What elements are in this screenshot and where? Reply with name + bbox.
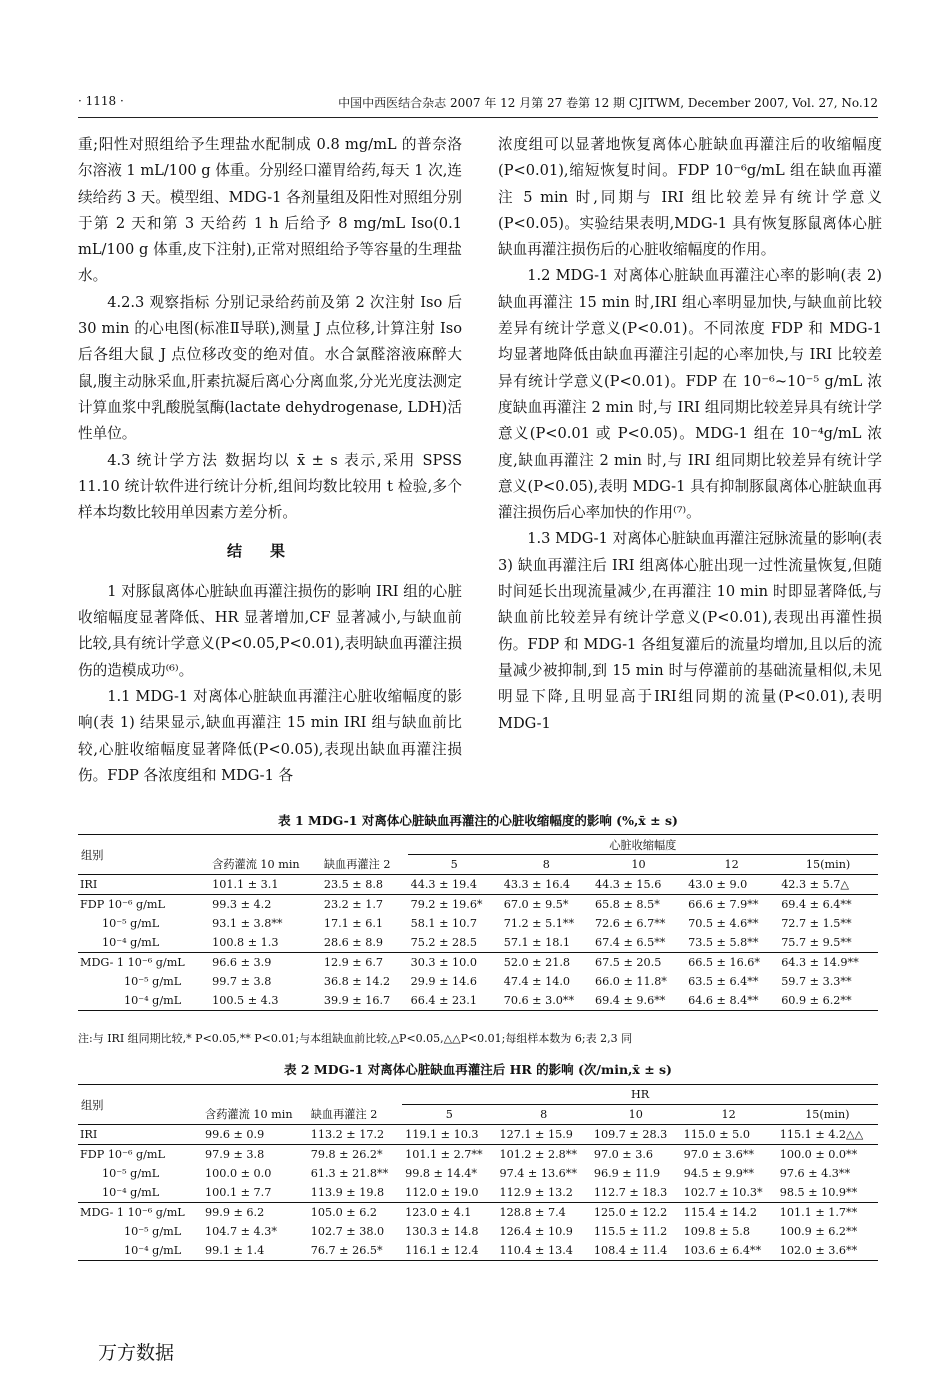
table-cell: 36.8 ± 14.2: [323, 975, 391, 988]
table2: [78, 1084, 878, 1261]
table-cell: 29.9 ± 14.6: [410, 975, 477, 988]
table-cell: 97.0 ± 3.6**: [683, 1148, 755, 1161]
table-cell: 23.2 ± 1.7: [323, 898, 384, 911]
table-cell: 79.2 ± 19.6*: [410, 898, 483, 911]
paragraph: 1.2 MDG-1 对离体心脏缺血再灌注心率的影响(表 2) 缺血再灌注 15 min 时,IRI 组心率明显加快,与缺血前比较差异有统计学意义(P<0.01)。不同浓度 FDP 和 MDG-1 均显著地降低由缺血再灌注引起的心率加快,与 IRI 比较差异有统计学意义(P<0.01)。FDP 在 10⁻⁶~10⁻⁵ g/mL 浓度缺血再灌注 2 min 时,与 IRI 组同期比较差异具有统计学意义(P<0.01 或 P<0.05)。MDG-1 组在 10⁻⁴g/mL 浓度,缺血再灌注 2 min 时,与 IRI 组同期比较差异有统计学意义(P<0.05),表明 MDG-1 具有抑制豚鼠离体心脏缺血再灌注损伤后心率加快的作用⁽⁷⁾。: [498, 267, 882, 522]
table-cell: 97.9 ± 3.8: [205, 1148, 265, 1161]
section-heading: 结果: [226, 542, 313, 561]
column-header: 8: [501, 855, 592, 875]
table-cell: 103.6 ± 6.4**: [681, 1241, 777, 1261]
column-header: 10: [592, 855, 685, 875]
table-cell: 100.8 ± 1.3: [209, 933, 321, 953]
table-cell: 61.3 ± 21.8**: [310, 1167, 389, 1180]
table-cell: 79.8 ± 26.2*: [310, 1148, 383, 1161]
column-header: 12: [681, 1105, 777, 1125]
table-cell: 115.4 ± 14.2: [683, 1206, 758, 1219]
table-cell: 65.8 ± 8.5*: [595, 898, 660, 911]
column-header: 12: [685, 855, 778, 875]
group-header: 组别: [78, 835, 209, 875]
span-header: 心脏收缩幅度: [408, 835, 878, 855]
table-cell: 97.6 ± 4.3**: [779, 1167, 851, 1180]
span-header: HR: [402, 1085, 878, 1105]
table-cell: 42.3 ± 5.7△: [778, 875, 878, 895]
row-label: IRI: [78, 1125, 202, 1145]
column-header: 15(min): [778, 855, 878, 875]
table-row: [78, 1222, 878, 1241]
table-cell: 115.0 ± 5.0: [681, 1125, 777, 1145]
table-cell: 102.7 ± 10.3*: [681, 1183, 777, 1203]
table-cell: 75.7 ± 9.5**: [778, 933, 878, 953]
table1-caption: 表 1 MDG-1 对离体心脏缺血再灌注的心脏收缩幅度的影响 (%,x̄ ± s): [278, 813, 678, 828]
table-cell: 43.0 ± 9.0: [685, 875, 778, 895]
table-cell: 66.5 ± 16.6*: [688, 956, 760, 969]
table-cell: 100.1 ± 7.7: [202, 1183, 308, 1203]
table-cell: 115.5 ± 11.2: [593, 1225, 668, 1238]
table-row: [78, 1183, 878, 1203]
table-cell: 99.9 ± 6.2: [205, 1206, 265, 1219]
table-cell: 93.1 ± 3.8**: [212, 917, 283, 930]
column-header: 8: [496, 1105, 590, 1125]
table-cell: 67.5 ± 20.5: [595, 956, 662, 969]
table-cell: 130.3 ± 14.8: [405, 1225, 479, 1238]
table-cell: 66.6 ± 7.9**: [688, 898, 759, 911]
table-cell: 100.0 ± 0.0: [205, 1167, 272, 1180]
watermark: 万方数据: [98, 1342, 175, 1364]
table-cell: 47.4 ± 14.0: [503, 975, 571, 988]
table-cell: 96.6 ± 3.9: [212, 956, 272, 969]
table-cell: 123.0 ± 4.1: [405, 1206, 472, 1219]
table-cell: 102.7 ± 38.0: [310, 1225, 385, 1238]
table-cell: 127.1 ± 15.9: [496, 1125, 590, 1145]
paragraph: 1.1 MDG-1 对离体心脏缺血再灌注心脏收缩幅度的影响(表 1) 结果显示,缺血再灌注 15 min IRI 组与缺血前比较,心脏收缩幅度显著降低(P<0.05),表现出缺血再灌注损伤。FDP 各浓度组和 MDG-1 各: [78, 687, 462, 784]
table-row: [78, 895, 878, 915]
row-label: 10⁻⁵ g/mL: [102, 1167, 160, 1180]
paragraph: 重;阳性对照组给予生理盐水配制成 0.8 mg/mL 的普奈洛尔溶液 1 mL/100 g 体重。分别经口灌胃给药,每天 1 次,连续给药 3 天。模型组、MDG-1 各剂量组及阳性对照组分别于第 2 天和第 3 天给药 1 h 后给予 8 mg/mL Iso(0.1 mL/100 g 体重,皮下注射),正常对照组给予等容量的生理盐水。: [78, 136, 463, 285]
table-cell: 99.6 ± 0.9: [202, 1125, 308, 1145]
table1-note: 注:与 IRI 组同期比较,* P<0.05,** P<0.01;与本组缺血前比较,△P<0.05,△△P<0.01;每组样本数为 6;表 2,3 同: [78, 1032, 633, 1045]
column-header: 含药灌流 10 min: [209, 855, 321, 875]
table-row: [78, 972, 878, 991]
right-text-column: [498, 132, 882, 737]
table-cell: 109.8 ± 5.8: [683, 1225, 750, 1238]
table-cell: 59.7 ± 3.3**: [781, 975, 852, 988]
table-cell: 69.4 ± 6.4**: [781, 898, 852, 911]
table-cell: 116.1 ± 12.4: [402, 1241, 496, 1261]
table-row: [78, 1164, 878, 1183]
row-label: 10⁻⁵ g/mL: [124, 1225, 182, 1238]
table-cell: 30.3 ± 10.0: [410, 956, 477, 969]
table-row: [78, 1241, 878, 1261]
left-text-column: [78, 132, 462, 789]
table-cell: 96.9 ± 11.9: [593, 1167, 661, 1180]
table-row: [78, 1203, 878, 1223]
table-cell: 112.0 ± 19.0: [402, 1183, 496, 1203]
table-cell: 97.0 ± 3.6: [593, 1148, 654, 1161]
row-label: FDP 10⁻⁶ g/mL: [80, 1148, 165, 1161]
table-row: [78, 1125, 878, 1145]
table-cell: 63.5 ± 6.4**: [688, 975, 759, 988]
table-row: [78, 933, 878, 953]
row-label: FDP 10⁻⁶ g/mL: [80, 898, 165, 911]
table-row: [78, 991, 878, 1011]
table1: [78, 834, 878, 1011]
table-cell: 28.6 ± 8.9: [321, 933, 408, 953]
table-cell: 110.4 ± 13.4: [496, 1241, 590, 1261]
table-cell: 112.7 ± 18.3: [591, 1183, 681, 1203]
column-header: 5: [402, 1105, 496, 1125]
table-cell: 72.6 ± 6.7**: [595, 917, 666, 930]
group-header: 组别: [78, 1085, 202, 1125]
row-label: 10⁻⁴ g/mL: [78, 1241, 202, 1261]
table-cell: 100.5 ± 4.3: [209, 991, 321, 1011]
row-label: 10⁻⁴ g/mL: [78, 1183, 202, 1203]
table-cell: 71.2 ± 5.1**: [503, 917, 575, 930]
table-cell: 112.9 ± 13.2: [496, 1183, 590, 1203]
paragraph: 4.3 统计学方法 数据均以 x̄ ± s 表示,采用 SPSS 11.10 统计软件进行统计分析,组间均数比较用 t 检验,多个样本均数比较用单因素方差分析。: [78, 451, 462, 522]
paragraph: 1 对豚鼠离体心脏缺血再灌注损伤的影响 IRI 组的心脏收缩幅度显著降低、HR 显著增加,CF 显著减小,与缺血前比较,具有统计学意义(P<0.05,P<0.01),表明缺血再灌注损伤的造模成功⁽⁶⁾。: [78, 582, 462, 679]
row-label: IRI: [78, 875, 209, 895]
table-cell: 99.7 ± 3.8: [212, 975, 272, 988]
table-cell: 119.1 ± 10.3: [402, 1125, 496, 1145]
page-number: · 1118 ·: [78, 94, 124, 108]
table-cell: 101.2 ± 2.8**: [499, 1148, 577, 1161]
table-cell: 108.4 ± 11.4: [591, 1241, 681, 1261]
header-rule: [78, 117, 878, 118]
column-header: 含药灌流 10 min: [202, 1105, 308, 1125]
paragraph: 1.3 MDG-1 对离体心脏缺血再灌注冠脉流量的影响(表 3) 缺血再灌注后 IRI 组离体心脏出现一过性流量恢复,但随时间延长出现流量减少,在再灌注 10 min 时即显著降低,与缺血前比较差异有统计学意义(P<0.01),表现出再灌性损伤。FDP 和 MDG-1 各组复灌后的流量均增加,且以后的流量减少被抑制,到 15 min 时与停灌前的基础流量相似,未见明显下降,且明显高于IRI组同期的流量(P<0.01),表明MDG-1: [498, 530, 882, 732]
table-cell: 99.1 ± 1.4: [202, 1241, 308, 1261]
column-header: 15(min): [777, 1105, 878, 1125]
table2-caption: 表 2 MDG-1 对离体心脏缺血再灌注后 HR 的影响 (次/min,x̄ ± s): [284, 1062, 672, 1077]
table-cell: 66.0 ± 11.8*: [595, 975, 667, 988]
row-label: 10⁻⁵ g/mL: [124, 975, 182, 988]
table-cell: 101.1 ± 3.1: [209, 875, 321, 895]
table-cell: 44.3 ± 15.6: [592, 875, 685, 895]
table-cell: 44.3 ± 19.4: [408, 875, 501, 895]
table-cell: 125.0 ± 12.2: [593, 1206, 668, 1219]
table-cell: 128.8 ± 7.4: [499, 1206, 566, 1219]
table-cell: 105.0 ± 6.2: [310, 1206, 378, 1219]
row-label: MDG- 1 10⁻⁶ g/mL: [80, 956, 185, 969]
table-cell: 39.9 ± 16.7: [321, 991, 408, 1011]
table-cell: 66.4 ± 23.1: [408, 991, 501, 1011]
row-label: 10⁻⁵ g/mL: [102, 917, 160, 930]
table-cell: 60.9 ± 6.2**: [778, 991, 878, 1011]
row-label: 10⁻⁴ g/mL: [78, 933, 209, 953]
paragraph: 4.2.3 观察指标 分别记录给药前及第 2 次注射 Iso 后 30 min 的心电图(标准Ⅱ导联),测量 J 点位移,计算注射 Iso 后各组大鼠 J 点位移改变的绝对值。水合氯醛溶液麻醉大鼠,腹主动脉采血,肝素抗凝后离心分离血浆,分光光度法测定计算血浆中乳酸脱氢酶(lactate dehydrogenase, LDH)活性单位。: [78, 293, 462, 443]
table-cell: 76.7 ± 26.5*: [308, 1241, 402, 1261]
table-cell: 72.7 ± 1.5**: [781, 917, 852, 930]
table-cell: 64.3 ± 14.9**: [781, 956, 859, 969]
table-cell: 12.9 ± 6.7: [323, 956, 384, 969]
table-cell: 99.8 ± 14.4*: [405, 1167, 477, 1180]
table-row: [78, 1145, 878, 1165]
table-cell: 52.0 ± 21.8: [503, 956, 571, 969]
table-cell: 101.1 ± 1.7**: [779, 1206, 858, 1219]
table-cell: 67.0 ± 9.5*: [503, 898, 569, 911]
row-label: 10⁻⁴ g/mL: [78, 991, 209, 1011]
column-header: 缺血再灌注 2: [308, 1105, 402, 1125]
table-row: [78, 914, 878, 933]
table-cell: 70.5 ± 4.6**: [688, 917, 759, 930]
table-cell: 115.1 ± 4.2△△: [777, 1125, 878, 1145]
table-cell: 73.5 ± 5.8**: [685, 933, 778, 953]
table-cell: 113.9 ± 19.8: [308, 1183, 402, 1203]
column-header: 10: [591, 1105, 681, 1125]
table-cell: 43.3 ± 16.4: [501, 875, 592, 895]
table-cell: 98.5 ± 10.9**: [777, 1183, 878, 1203]
table-cell: 104.7 ± 4.3*: [205, 1225, 277, 1238]
column-header: 5: [408, 855, 501, 875]
table-cell: 109.7 ± 28.3: [591, 1125, 681, 1145]
table-cell: 100.9 ± 6.2**: [779, 1225, 858, 1238]
table-cell: 102.0 ± 3.6**: [777, 1241, 878, 1261]
column-header: 缺血再灌注 2: [321, 855, 408, 875]
paragraph: 浓度组可以显著地恢复离体心脏缺血再灌注后的收缩幅度(P<0.01),缩短恢复时间。FDP 10⁻⁶g/mL 组在缺血再灌注 5 min 时,同期与 IRI 组比较差异有统计学意义(P<0.05)。实验结果表明,MDG-1 具有恢复豚鼠离体心脏缺血再灌注损伤后的心脏收缩幅度的作用。: [498, 136, 882, 259]
table-cell: 99.3 ± 4.2: [212, 898, 272, 911]
table-cell: 64.6 ± 8.4**: [685, 991, 778, 1011]
table-cell: 57.1 ± 18.1: [501, 933, 592, 953]
table-cell: 17.1 ± 6.1: [323, 917, 384, 930]
table-cell: 58.1 ± 10.7: [410, 917, 477, 930]
row-label: MDG- 1 10⁻⁶ g/mL: [80, 1206, 185, 1219]
table-cell: 97.4 ± 13.6**: [499, 1167, 577, 1180]
table-cell: 113.2 ± 17.2: [308, 1125, 402, 1145]
table-cell: 23.5 ± 8.8: [321, 875, 408, 895]
table-cell: 101.1 ± 2.7**: [405, 1148, 483, 1161]
table-cell: 70.6 ± 3.0**: [501, 991, 592, 1011]
table-cell: 75.2 ± 28.5: [408, 933, 501, 953]
table-cell: 126.4 ± 10.9: [499, 1225, 573, 1238]
table-cell: 94.5 ± 9.9**: [683, 1167, 755, 1180]
table-cell: 69.4 ± 9.6**: [592, 991, 685, 1011]
table-row: [78, 875, 878, 895]
table-row: [78, 953, 878, 973]
table-cell: 100.0 ± 0.0**: [779, 1148, 858, 1161]
journal-header: 中国中西医结合杂志 2007 年 12 月第 27 卷第 12 期 CJITWM, December 2007, Vol. 27, No.12: [338, 96, 878, 110]
table-cell: 67.4 ± 6.5**: [592, 933, 685, 953]
